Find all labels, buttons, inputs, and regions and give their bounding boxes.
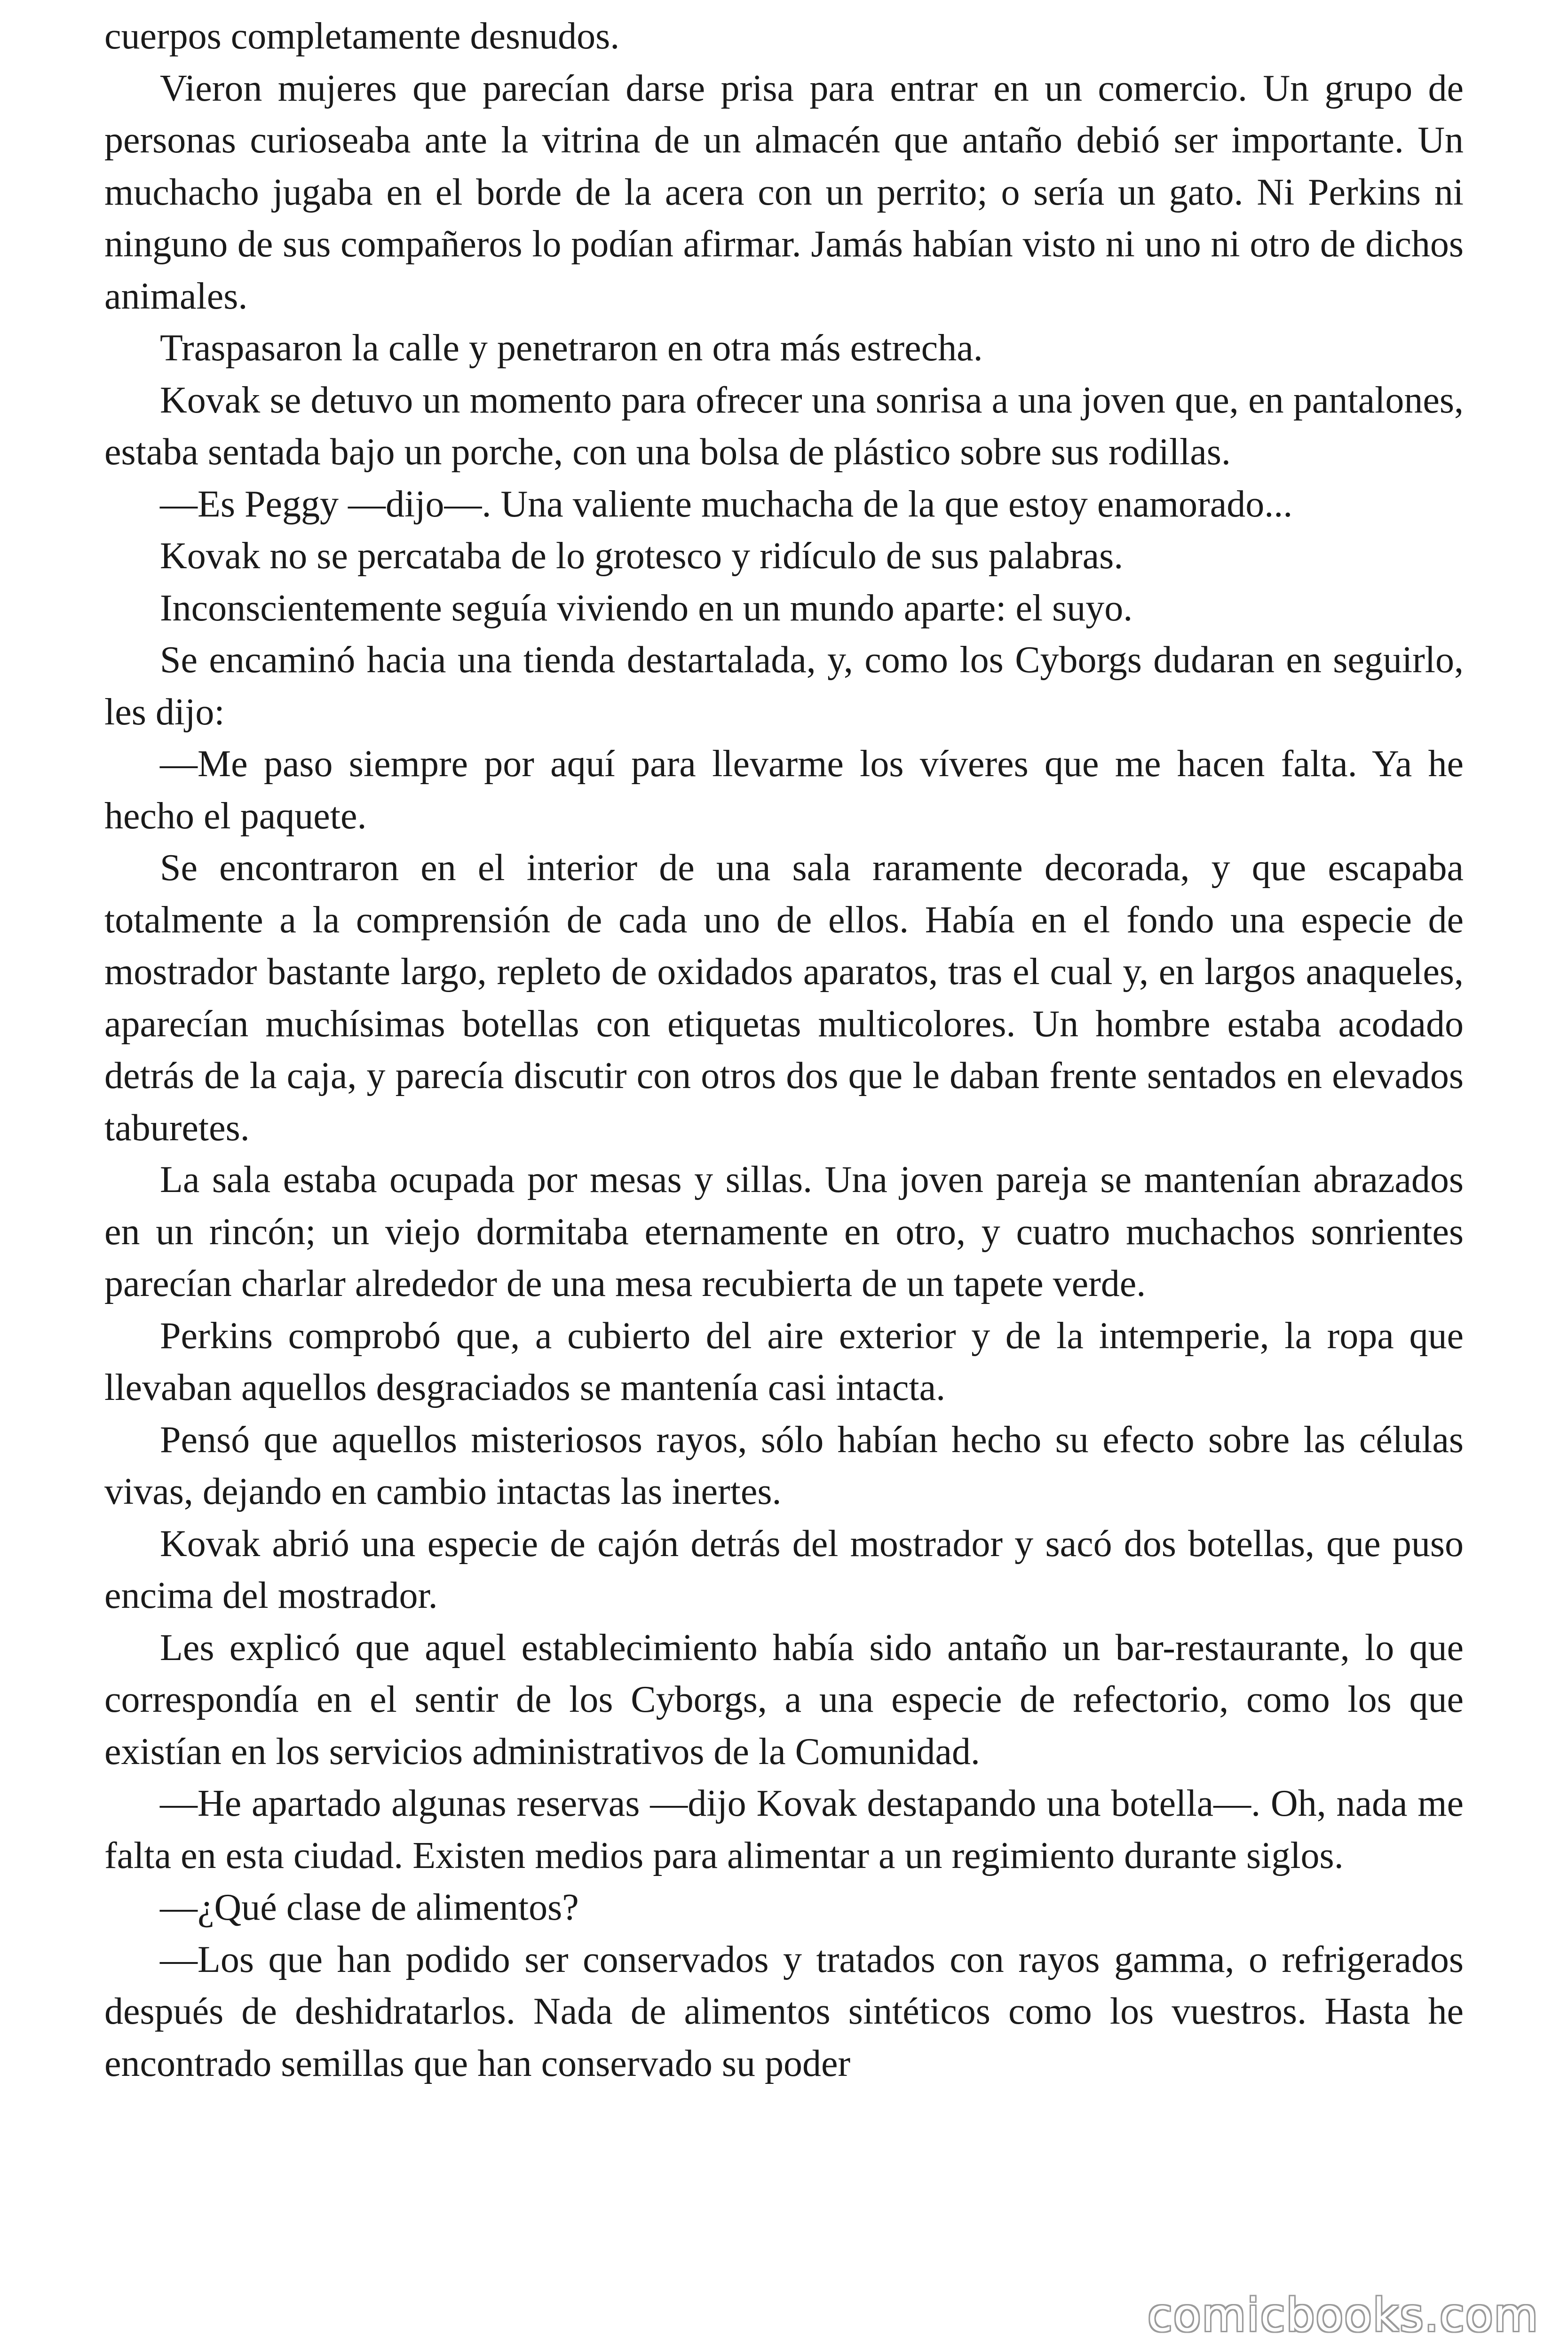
paragraph: —¿Qué clase de alimentos? xyxy=(160,1887,579,1928)
paragraph: —He apartado algunas reservas —dijo Kovak destapando una botella—. Oh, nada me falta en esta ciudad. Existen medios para alimentar a un regimiento durante siglos. xyxy=(104,1783,1464,1876)
paragraph: —Los que han podido ser conservados y tratados con rayos gamma, o refrigerados después de deshidratarlos. Nada de alimentos sintéticos como los vuestros. Hasta he encontrado semillas que han conservado su poder xyxy=(104,1939,1464,2084)
paragraph: Pensó que aquellos misteriosos rayos, sólo habían hecho su efecto sobre las células vivas, dejando en cambio intactas las inertes. xyxy=(104,1419,1464,1512)
paragraph: —Es Peggy —dijo—. Una valiente muchacha de la que estoy enamorado... xyxy=(160,483,1293,525)
watermark: comicbooks.com xyxy=(1148,2289,1539,2342)
paragraph: Kovak no se percataba de lo grotesco y ridículo de sus palabras. xyxy=(160,535,1124,577)
paragraph: Kovak abrió una especie de cajón detrás del mostrador y sacó dos botellas, que puso encima del mostrador. xyxy=(104,1523,1464,1616)
paragraph: Kovak se detuvo un momento para ofrecer una sonrisa a una joven que, en pantalones, estaba sentada bajo un porche, con una bolsa de plástico sobre sus rodillas. xyxy=(104,379,1464,473)
paragraph: Vieron mujeres que parecían darse prisa para entrar en un comercio. Un grupo de personas curioseaba ante la vitrina de un almacén que antaño debió ser importante. Un muchacho jugaba en el borde de la acera con un perrito; o sería un gato. Ni Perkins ni ninguno de sus compañeros lo podían afirmar. Jamás habían visto ni uno ni otro de dichos animales. xyxy=(104,67,1464,317)
paragraph: Se encaminó hacia una tienda destartalada, y, como los Cyborgs dudaran en seguirlo, les dijo: xyxy=(104,639,1464,733)
paragraph: Traspasaron la calle y penetraron en otra más estrecha. xyxy=(160,327,983,369)
paragraph: Perkins comprobó que, a cubierto del aire exterior y de la intemperie, la ropa que llevaban aquellos desgraciados se mantenía casi intacta. xyxy=(104,1315,1464,1408)
page-text xyxy=(104,10,1464,2090)
paragraph: —Me paso siempre por aquí para llevarme los víveres que me hacen falta. Ya he hecho el paquete. xyxy=(104,743,1464,837)
paragraph-continued: cuerpos completamente desnudos. xyxy=(104,16,620,57)
paragraph: Les explicó que aquel establecimiento había sido antaño un bar-restaurante, lo que correspondía en el sentir de los Cyborgs, a una especie de refectorio, como los que existían en los servicios administrativos de la Comunidad. xyxy=(104,1627,1464,1772)
paragraph: Inconscientemente seguía viviendo en un mundo aparte: el suyo. xyxy=(160,587,1133,629)
paragraph: Se encontraron en el interior de una sala raramente decorada, y que escapaba totalmente a la comprensión de cada uno de ellos. Había en el fondo una especie de mostrador bastante largo, repleto de oxidados aparatos, tras el cual y, en largos anaqueles, aparecían muchísimas botellas con etiquetas multicolores. Un hombre estaba acodado detrás de la caja, y parecía discutir con otros dos que le daban frente sentados en elevados taburetes. xyxy=(104,847,1464,1149)
paragraph: La sala estaba ocupada por mesas y sillas. Una joven pareja se mantenían abrazados en un rincón; un viejo dormitaba eternamente en otro, y cuatro muchachos sonrientes parecían charlar alrededor de una mesa recubierta de un tapete verde. xyxy=(104,1159,1464,1304)
